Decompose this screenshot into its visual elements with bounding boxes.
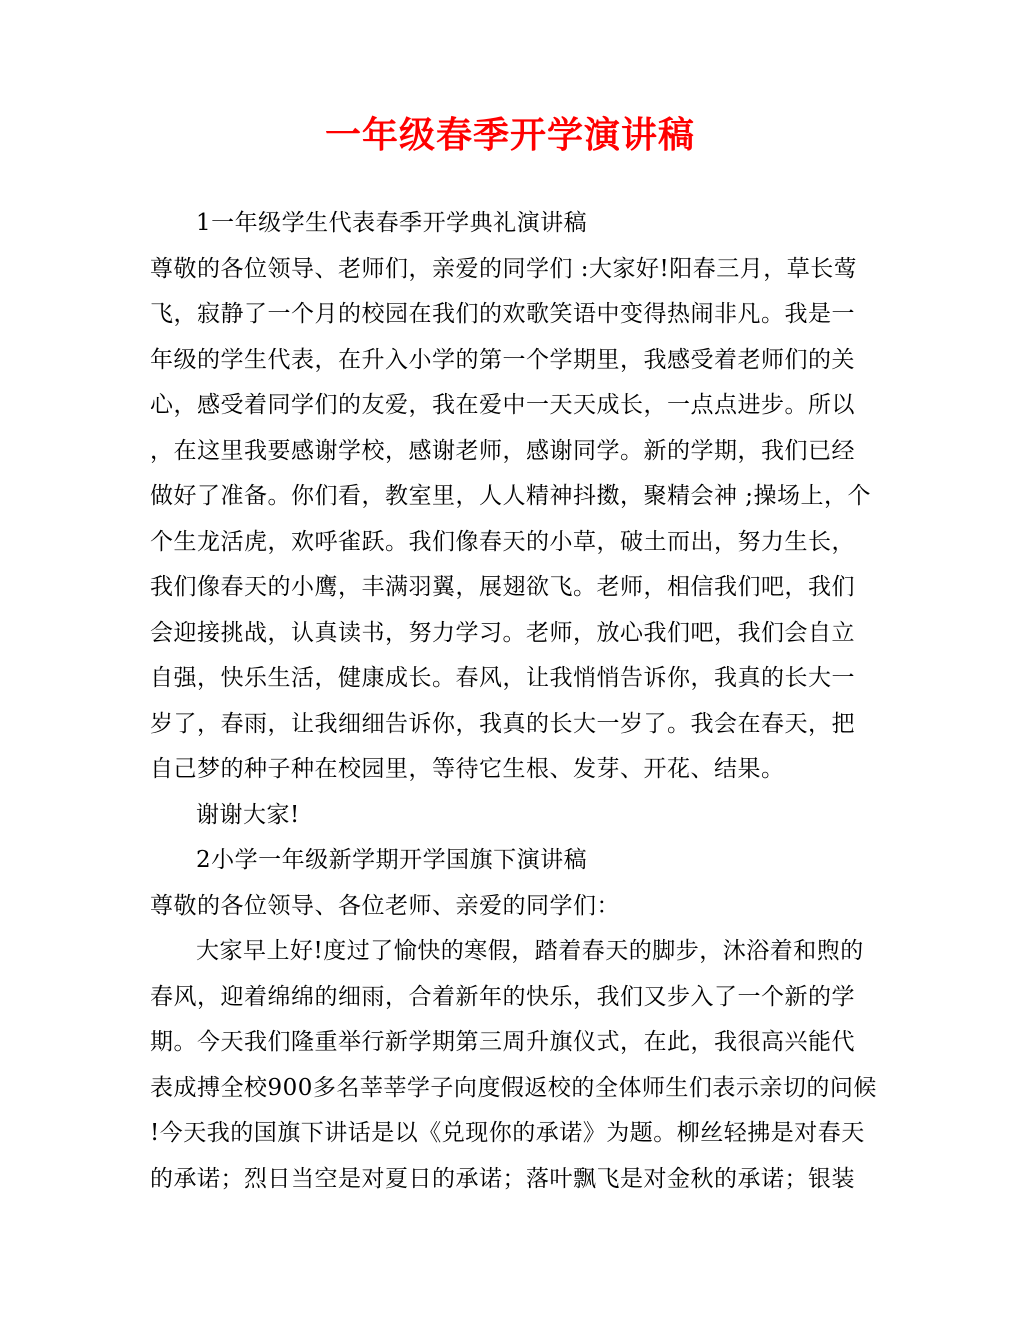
text-line: !今天我的国旗下讲话是以《兑现你的承诺》为题。柳丝轻拂是对春天 xyxy=(150,1120,865,1146)
text-line: 1一年级学生代表春季开学典礼演讲稿 xyxy=(196,210,588,236)
text-line: 会迎接挑战，认真读书，努力学习。老师，放心我们吧，我们会自立 xyxy=(150,619,855,646)
text-line: 的承诺；烈日当空是对夏日的承诺；落叶飘飞是对金秋的承诺；银装 xyxy=(150,1165,855,1192)
text-line: 自己梦的种子种在校园里，等待它生根、发芽、开花、结果。 xyxy=(150,756,785,782)
text-line: ，在这里我要感谢学校，感谢老师，感谢同学。新的学期，我们已经 xyxy=(150,437,855,464)
text-line: 春风，迎着绵绵的细雨，合着新年的快乐，我们又步入了一个新的学 xyxy=(150,983,855,1010)
text-line: 做好了准备。你们看，教室里，人人精神抖擞，聚精会神 ;操场上，个 xyxy=(150,483,872,509)
text-line: 我们像春天的小鹰，丰满羽翼，展翅欲飞。老师，相信我们吧，我们 xyxy=(150,574,855,600)
text-line: 大家早上好!度过了愉快的寒假，踏着春天的脚步，沐浴着和煦的 xyxy=(196,938,864,964)
text-line: 年级的学生代表，在升入小学的第一个学期里，我感受着老师们的关 xyxy=(150,346,855,373)
text-line: 自强，快乐生活，健康成长。春风，让我悄悄告诉你，我真的长大一 xyxy=(150,665,855,691)
text-line: 尊敬的各位领导、各位老师、亲爱的同学们： xyxy=(150,892,620,919)
text-line: 心，感受着同学们的友爱，我在爱中一天天成长，一点点进步。所以 xyxy=(150,392,855,418)
text-line: 期。今天我们隆重举行新学期第三周升旗仪式，在此，我很高兴能代 xyxy=(150,1029,855,1055)
document-title: 一年级春季开学演讲稿 xyxy=(324,114,695,156)
text-line: 岁了，春雨，让我细细告诉你，我真的长大一岁了。我会在春天，把 xyxy=(150,710,855,737)
text-line: 飞，寂静了一个月的校园在我们的欢歌笑语中变得热闹非凡。我是一 xyxy=(150,301,855,327)
text-line: 尊敬的各位领导、老师们，亲爱的同学们 :大家好!阳春三月，草长莺 xyxy=(150,255,858,282)
text-line: 2小学一年级新学期开学国旗下演讲稿 xyxy=(196,847,588,873)
text-line: 表成搏全校900多名莘莘学子向度假返校的全体师生们表示亲切的问候 xyxy=(150,1074,877,1101)
document-body xyxy=(150,201,877,1202)
text-line: 个生龙活虎，欢呼雀跃。我们像春天的小草，破土而出，努力生长， xyxy=(150,528,855,555)
text-line: 谢谢大家! xyxy=(196,801,300,828)
